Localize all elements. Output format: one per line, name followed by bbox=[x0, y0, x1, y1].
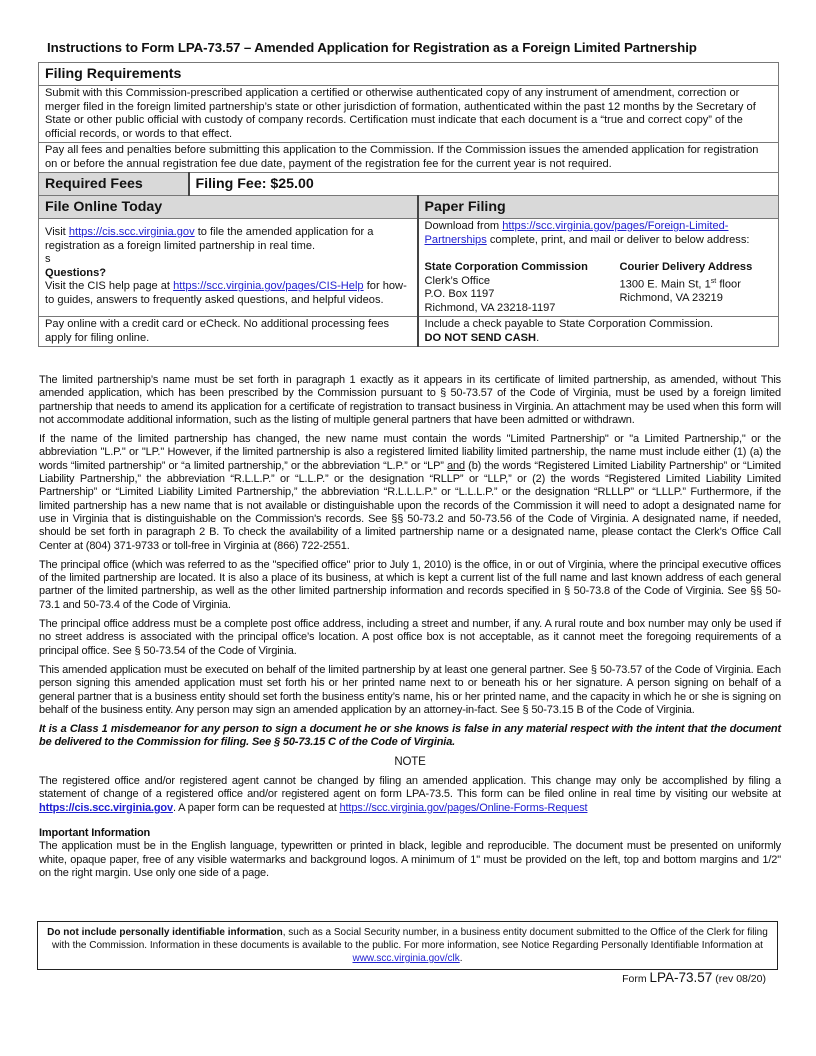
para-principal-office: The principal office (which was referred to as the "specified office" prior to July 1, 2010) is the office, in or out of Virginia, where the principal executive offices of the limited partnership are located. It is also a place of its business, at which is kept a current list of the full name and last known address of each general partner of the limited partnership, as well as the other limited partnership information and records specified in § 50-73.8 of the Code of Virginia. See §§ 50-73.1 and 50-73.4 of the Code of Virginia. bbox=[39, 558, 781, 611]
important-info-text: The application must be in the English language, typewritten or printed in black, legible and reproducible. The document must be presented on uniformly white, opaque paper, free of any visible watermarks and background logos. A minimum of 1" must be provided on the left, top and bottom margins and 1/2" on the right margin. Use only one side of a page. bbox=[39, 840, 781, 879]
file-online-cell bbox=[39, 219, 418, 317]
note-cis-link[interactable]: https://cis.scc.virginia.gov bbox=[39, 801, 173, 814]
foreign-lp-link[interactable]: https://scc.virginia.gov/pages/Foreign-Limited-Partnerships bbox=[424, 220, 729, 246]
form-footer: Form LPA-73.57 (rev 08/20) bbox=[622, 970, 766, 985]
clk-link[interactable]: www.scc.virginia.gov/clk bbox=[352, 953, 460, 964]
required-fees-label: Required Fees bbox=[39, 173, 189, 196]
important-info-heading: Important Information bbox=[39, 826, 151, 839]
pii-notice-box: Do not include personally identifiable information, such as a Social Security number, in a business entity document submitted to the Office of the Clerk for filing with the Commission. Information in these documents is available to the public. For more information, see Notice Regarding Personally Identifiable Information at www.scc.virginia.gov/clk. bbox=[37, 921, 778, 970]
online-payment-text: Pay online with a credit card or eCheck. No additional processing fees apply for filing online. bbox=[39, 317, 418, 347]
courier-address: Courier Delivery Address 1300 E. Main St, 1st floor Richmond, VA 23219 bbox=[619, 261, 753, 304]
page-title: Instructions to Form LPA-73.57 – Amended Application for Registration as a Foreign Limited Partnership bbox=[47, 40, 697, 55]
para-name-requirement: The limited partnership’s name must be set forth in paragraph 1 exactly as it appears in its certificate of limited partnership, as amended, without This amended application, which has been prescribed by the Commission pursuant to § 50-73.57 of the Code of Virginia, must be used by a foreign limited partnership that needs to amend its application for a certificate of registration to transact business in Virginia. An attachment may be used when this form will not accommodate additional information, such as the listing of multiple general partners that have been admitted or withdrawn. bbox=[39, 374, 781, 426]
para-principal-address: The principal office address must be a complete post office address, including a street and number, if any. A rural route and box number may only be used if no street address is associated with the principal office’s location. A post office box is not acceptable, as it cannot meet the foregoing requirements of a principal office. See § 50-73.54 of the Code of Virginia. bbox=[39, 618, 781, 657]
help-text: Visit the CIS help page at https://scc.virginia.gov/pages/CIS-Help for how-to guides, answers to frequently asked questions, and helpful videos. bbox=[45, 280, 407, 306]
filing-requirements-text-2: Pay all fees and penalties before submitting this application to the Commission. If the Commission issues the amended application for registration on or before the annual registration fee due date, payment of the registration fee for the current year is not required. bbox=[39, 143, 779, 173]
note-text: The registered office and/or registered agent cannot be changed by filing an amended application. This change may only be accomplished by filing a statement of change of a registered office and/or registered agent on form LPA-73.5. This form can be filed online in real time by visiting our website at https://cis.scc.virginia.gov. A paper form can be requested at https://scc.virginia.gov/pages/Online-Forms-Request bbox=[39, 775, 781, 814]
mailing-address: State Corporation Commission Clerk’s Office P.O. Box 1197 Richmond, VA 23218-1197 bbox=[424, 261, 588, 314]
no-cash-warning: DO NOT SEND CASH. bbox=[424, 331, 540, 344]
questions-heading: Questions? bbox=[45, 266, 107, 279]
para-misdemeanor-warning: It is a Class 1 misdemeanor for any person to sign a document he or she knows is false in any material respect with the intent that the document be delivered to the Commission for filing. See § 50-73.15 C of the Code of Virginia. bbox=[39, 723, 781, 749]
paper-filing-cell bbox=[418, 219, 779, 317]
instructions-body bbox=[39, 374, 781, 880]
para-name-changed: If the name of the limited partnership has changed, the new name must contain the words "Limited Partnership" or "a Limited Partnership," or the abbreviation "L.P." or "LP." However, if the limited partnership is also a registered limited liability limited partnership, the name must include either (1) (a) the words “limited partnership” or “a limited partnership,” or the abbreviation “L.P.” or “LP” and (b) the words “Registered Limited Liability Partnership” or “Limited Liability Partnership,” the abbreviation “R.L.L.P.” or “L.L.P.” or the designation “RLLP” or “LLP,” or (2) the words “Registered Limited Liability Limited Partnership” or “Limited Liability Limited Partnership,” the abbreviation “R.L.L.L.P.” or “L.L.L.P.” or the designation “RLLLP” or “LLLP.” Furthermore, if the limited partnership has a new name that is not available or distinguishable upon the records of the Commission it will need to adopt a designated name for use in Virginia that is distinguishable on the Commission's records. See §§ 50-73.2 and 50-73.56 of the Code of Virginia. A designated name, if needed, should be set forth in paragraph 2 B. To check the availability of a limited partnership name or a designated name, please contact the Clerk’s Office Call Center at (804) 371-9733 or toll-free in Virginia at (866) 722-2551. bbox=[39, 433, 781, 552]
file-online-visit: Visit https://cis.scc.virginia.gov to file the amended application for a registration as a foreign limited partnership in real time. bbox=[45, 226, 374, 252]
file-online-heading: File Online Today bbox=[39, 196, 418, 219]
stray-char: s bbox=[45, 253, 51, 265]
filing-requirements-table bbox=[38, 62, 779, 347]
para-execution: This amended application must be executed on behalf of the limited partnership by at least one general partner. See § 50-73.57 of the Code of Virginia. Each person signing this amended application must set forth his or her printed name next to or beneath his or her signature. A person signing on behalf of a general partner that is a business entity should set forth the business entity’s name, his or her printed name, and the capacity in which he or she is signing on behalf of the business entity. Any person may sign an amended application by an attorney-in-fact. See § 50-73.15 B of the Code of Virginia. bbox=[39, 663, 781, 716]
filing-fee-value: Filing Fee: $25.00 bbox=[189, 173, 779, 196]
addresses bbox=[425, 261, 773, 315]
note-heading: NOTE bbox=[394, 755, 426, 768]
paper-download: Download from https://scc.virginia.gov/pages/Foreign-Limited-Partnerships complete, print, and mail or deliver to below address: bbox=[424, 220, 750, 246]
cis-help-link[interactable]: https://scc.virginia.gov/pages/CIS-Help bbox=[173, 280, 364, 292]
cis-link[interactable]: https://cis.scc.virginia.gov bbox=[68, 226, 195, 238]
form-number: LPA-73.57 bbox=[649, 970, 713, 985]
paper-filing-heading: Paper Filing bbox=[418, 196, 779, 219]
paper-payment-cell: Include a check payable to State Corporation Commission. DO NOT SEND CASH. bbox=[418, 317, 779, 347]
online-forms-request-link[interactable]: https://scc.virginia.gov/pages/Online-Forms-Request bbox=[339, 801, 588, 814]
filing-requirements-text-1: Submit with this Commission-prescribed application a certified or otherwise authenticated copy of any instrument of amendment, correction or merger filed in the foreign limited partnership’s state or other jurisdiction of formation, authenticated within the past 12 months by the Secretary of State or other public official with custody of company records. Certification must indicate that each document is a “true and correct copy” of the official records, or words to that effect. bbox=[39, 86, 779, 143]
filing-requirements-heading: Filing Requirements bbox=[39, 63, 779, 86]
